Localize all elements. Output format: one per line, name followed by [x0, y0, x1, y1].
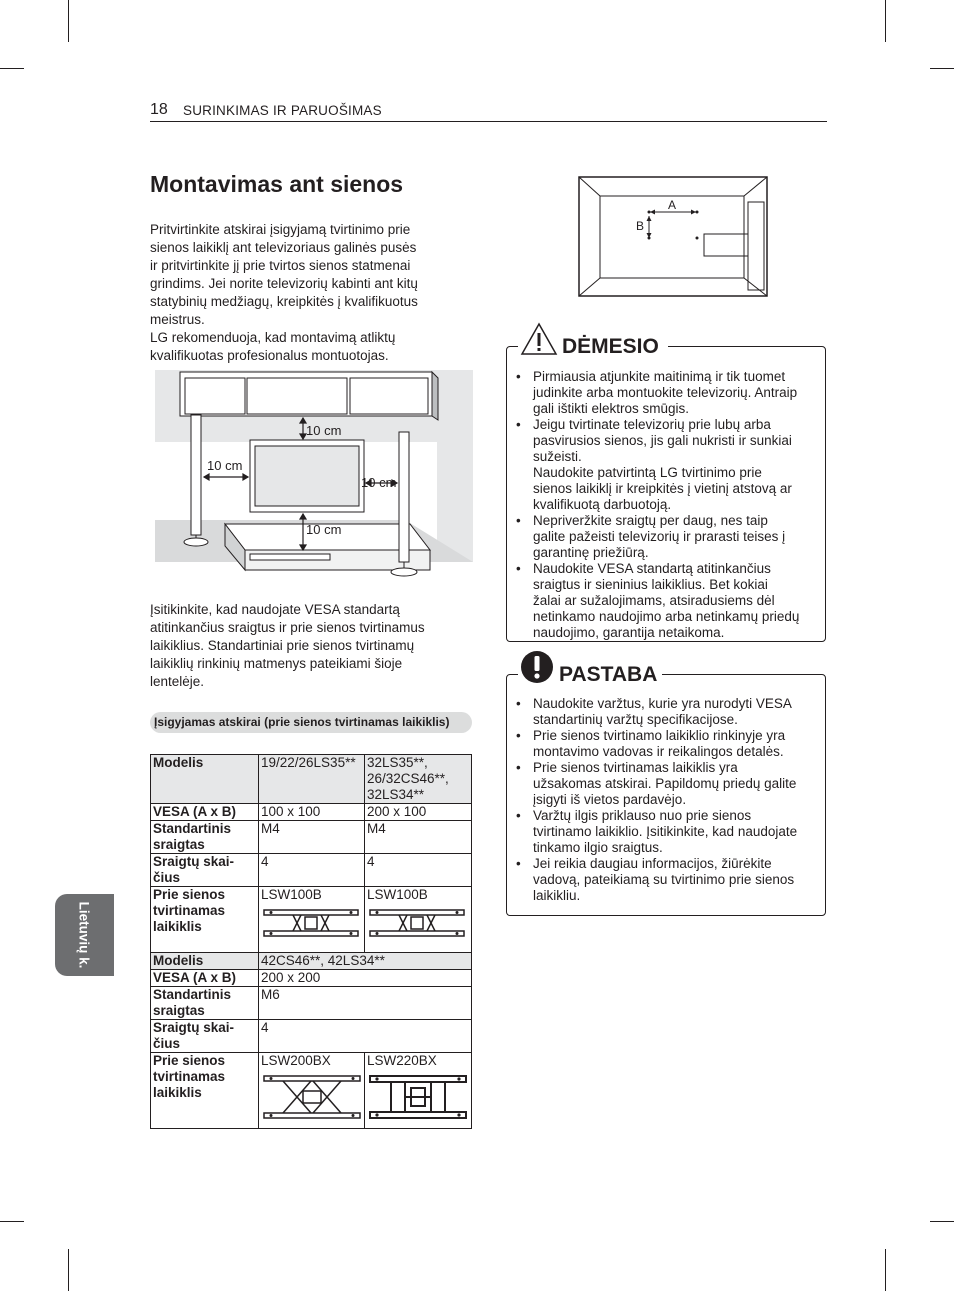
- wall-bracket-icon: [369, 1073, 467, 1121]
- text-line: kvalifikuotas profesionalus montuotojas.: [150, 348, 389, 363]
- table-cell: M4: [365, 821, 472, 854]
- table-header-cell: [151, 887, 259, 953]
- table-row: [151, 953, 472, 970]
- warning-triangle-icon: [520, 322, 558, 356]
- crop-mark: [0, 68, 24, 69]
- text-line: statybinių medžiagų, kreipkitės į kvalifikuotus: [150, 294, 418, 309]
- crop-mark: [930, 68, 954, 69]
- text-line: sraigtus ir sieninius laikiklius. Bet kokiai: [533, 577, 768, 592]
- list-item: [507, 760, 825, 808]
- table-header-cell: VESA (A x B): [151, 804, 259, 821]
- table-cell: 200 x 200: [259, 970, 472, 987]
- text-line: • Nepriveržkite sraigtų per daug, nes taip: [533, 513, 768, 528]
- text-line: • Naudokite varžtus, kurie yra nurodyti VESA: [533, 696, 792, 711]
- vesa-paragraph: [150, 601, 450, 691]
- crop-mark: [885, 0, 886, 42]
- table-cell: 100 x 100: [259, 804, 365, 821]
- text-line: lentelėje.: [150, 674, 205, 689]
- caution-heading: [518, 322, 668, 362]
- text-line: LG rekomenduoja, kad montavimą atliktų: [150, 330, 396, 345]
- wall-bracket-icon: [369, 907, 465, 939]
- cell-line: Standartinis: [153, 987, 232, 1002]
- dimension-label-a: A: [668, 198, 677, 212]
- cell-line: 26/32CS46**,: [367, 771, 449, 786]
- text-line: grindims. Jei norite televizorių kabinti ant kitų: [150, 276, 418, 291]
- text-line: žalai ar sužalojimams, atsiradusiems dėl: [533, 593, 775, 608]
- text-line: laikikliu.: [533, 888, 581, 903]
- caution-title: DĖMESIO: [562, 335, 659, 358]
- crop-mark: [68, 0, 69, 42]
- text-line: vadovą, pateikiamą su tvirtinimo prie sienos: [533, 872, 795, 887]
- text-line: ir pritvirtinkite jį prie tvirtos sienos statmenai: [150, 258, 411, 273]
- wall-bracket-icon: [263, 1073, 361, 1121]
- text-line: laikiklių rinkinių matmenys pateikiami šioje: [150, 656, 403, 671]
- cell-line: 32LS34**: [367, 787, 425, 802]
- table-header-cell: Modelis: [151, 755, 259, 804]
- note-title: PASTABA: [559, 663, 658, 686]
- text-line: užsakomas atskirai. Papildomų priedų galite: [533, 776, 797, 791]
- table-row: [151, 804, 472, 821]
- table-cell: [365, 755, 472, 804]
- cell-line: sraigtas: [153, 837, 205, 852]
- crop-mark: [68, 1249, 69, 1291]
- text-line: galite pažeisti televizorių ir prarasti teises į: [533, 529, 786, 544]
- wall-mount-clearance-illustration: [155, 370, 473, 585]
- text-line: naudojimo, garantija netaikoma.: [533, 625, 725, 640]
- text-line: judinkite arba montuokite televizorių. Antraip: [533, 385, 798, 400]
- table-row: [151, 854, 472, 887]
- table-cell: [365, 1053, 472, 1129]
- text-line: tvirtinamo laikiklio. Įsitikinkite, kad naudojate: [533, 824, 798, 839]
- text-line: montavimo vadovas ir reikalingos detalės.: [533, 744, 784, 759]
- table-cell: 4: [259, 1020, 472, 1053]
- wall-mount-spec-table: [150, 754, 472, 1129]
- list-item: [507, 856, 825, 904]
- header-rule: [150, 121, 827, 122]
- cell-line: čius: [153, 870, 181, 885]
- table-caption: Įsigyjamas atskirai (prie sienos tvirtinamas laikiklis): [150, 712, 472, 733]
- dimension-label-b: B: [636, 219, 645, 233]
- cell-line: laikiklis: [153, 919, 202, 934]
- table-cell: 19/22/26LS35**: [259, 755, 365, 804]
- text-line: pasvirusios sienos, jis gali nukristi ir sunkiai: [533, 433, 792, 448]
- text-line: Pritvirtinkite atskirai įsigyjamą tvirtinimo prie: [150, 222, 411, 237]
- text-line: sienos laikiklį ir kreipkitės į vietinį atstovą ar: [533, 481, 792, 496]
- cell-line: Prie sienos: [153, 887, 226, 902]
- cell-line: laikiklis: [153, 1085, 202, 1100]
- text-line: • Naudokite VESA standartą atitinkančius: [533, 561, 771, 576]
- clearance-label-left: 10 cm: [207, 458, 243, 473]
- table-cell: M4: [259, 821, 365, 854]
- text-line: • Jeigu tvirtinate televizorių prie lubų arba: [533, 417, 771, 432]
- page-number: 18: [150, 101, 168, 118]
- text-line: įsigyti iš vietos pardavėjo.: [533, 792, 687, 807]
- table-cell: [259, 1053, 365, 1129]
- table-cell: [365, 887, 472, 953]
- table-cell: 4: [365, 854, 472, 887]
- table-header-cell: [151, 821, 259, 854]
- bracket-name: LSW100B: [261, 887, 322, 902]
- table-row: [151, 1020, 472, 1053]
- clearance-label-top: 10 cm: [306, 423, 342, 438]
- table-row: [151, 1053, 472, 1129]
- cell-line: Prie sienos: [153, 1053, 226, 1068]
- bracket-name: LSW200BX: [261, 1053, 331, 1068]
- table-cell: M6: [259, 987, 472, 1020]
- table-header-cell: Modelis: [151, 953, 259, 970]
- section-title: Montavimas ant sienos: [150, 171, 404, 197]
- text-line: sienos laikiklį ant televizoriaus galinės pusės: [150, 240, 417, 255]
- list-item: [507, 513, 825, 561]
- text-line: • Prie sienos tvirtinamo laikiklio rinkinyje yra: [533, 728, 786, 743]
- header-title: SURINKIMAS IR PARUOŠIMAS: [183, 103, 382, 118]
- text-line: garantinę priežiūrą.: [533, 545, 649, 560]
- text-line: netinkamo naudojimo arba netinkamų priedų: [533, 609, 800, 624]
- table-header-cell: [151, 1020, 259, 1053]
- wall-bracket-icon: [263, 907, 359, 939]
- table-cell: [259, 887, 365, 953]
- table-header-cell: [151, 1053, 259, 1129]
- clearance-label-right: 10 cm: [361, 475, 397, 490]
- crop-mark: [885, 1249, 886, 1291]
- text-line: gali ištikti elektros smūgis.: [533, 401, 690, 416]
- list-item: [507, 417, 825, 513]
- note-box: [506, 674, 826, 916]
- text-line: atitinkančius sraigtus ir prie sienos tvirtinamus: [150, 620, 425, 635]
- table-cell: 200 x 100: [365, 804, 472, 821]
- text-line: • Prie sienos tvirtinamas laikiklis yra: [533, 760, 738, 775]
- table-row: [151, 755, 472, 804]
- table-row: [151, 970, 472, 987]
- list-item: [507, 696, 825, 728]
- text-line: tinkamo ilgio sraigtus.: [533, 840, 663, 855]
- bracket-name: LSW100B: [367, 887, 428, 902]
- table-row: [151, 987, 472, 1020]
- table-cell: 42CS46**, 42LS34**: [259, 953, 472, 970]
- cell-line: Standartinis: [153, 821, 232, 836]
- cell-line: tvirtinamas: [153, 903, 226, 918]
- list-item: [507, 728, 825, 760]
- table-row: [151, 887, 472, 953]
- cell-line: tvirtinamas: [153, 1069, 226, 1084]
- vesa-dimension-diagram: [578, 176, 768, 297]
- bracket-name: LSW220BX: [367, 1053, 437, 1068]
- table-header-cell: VESA (A x B): [151, 970, 259, 987]
- clearance-label-bottom: 10 cm: [306, 522, 342, 537]
- language-tab-label: Lietuvių k.: [76, 901, 92, 969]
- text-line: kvalifikuotą darbuotoją.: [533, 497, 672, 512]
- crop-mark: [0, 1221, 24, 1222]
- intro-paragraph: [150, 221, 450, 365]
- table-cell: 4: [259, 854, 365, 887]
- text-line: standartinių varžtų specifikacijose.: [533, 712, 738, 727]
- list-item: [507, 369, 825, 417]
- list-item: [507, 561, 825, 641]
- text-line: • Varžtų ilgis priklauso nuo prie sienos: [533, 808, 752, 823]
- exclamation-circle-icon: [520, 650, 554, 684]
- table-row: [151, 821, 472, 854]
- table-header-cell: [151, 987, 259, 1020]
- cell-line: 32LS35**,: [367, 755, 428, 770]
- crop-mark: [930, 1221, 954, 1222]
- cell-line: Sraigtų skai-: [153, 854, 235, 869]
- text-line: laikiklius. Standartiniai prie sienos tvirtinamų: [150, 638, 415, 653]
- text-line: • Pirmiausia atjunkite maitinimą ir tik tuomet: [533, 369, 786, 384]
- text-line: sužeisti.: [533, 449, 582, 464]
- text-line: Naudokite patvirtintą LG tvirtinimo prie: [533, 465, 762, 480]
- cell-line: Sraigtų skai-: [153, 1020, 235, 1035]
- note-heading: [518, 650, 662, 690]
- text-line: meistrus.: [150, 312, 205, 327]
- language-tab: [55, 894, 114, 976]
- caution-box: [506, 346, 826, 642]
- table-header-cell: [151, 854, 259, 887]
- text-line: • Jei reikia daugiau informacijos, žiūrėkite: [533, 856, 772, 871]
- cell-line: sraigtas: [153, 1003, 205, 1018]
- text-line: Įsitikinkite, kad naudojate VESA standartą: [150, 602, 400, 617]
- list-item: [507, 808, 825, 856]
- cell-line: čius: [153, 1036, 181, 1051]
